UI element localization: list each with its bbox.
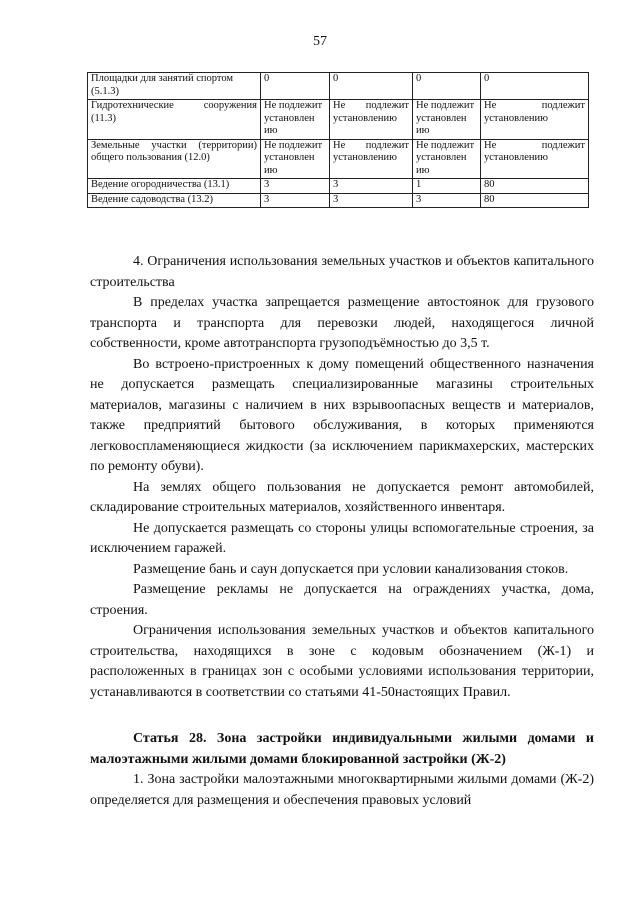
table-cell-land-use: Земельные участки (территории) общего пользования (12.0) xyxy=(88,139,261,179)
table-cell: Не подлежит установлению xyxy=(481,100,589,140)
paragraph: На землях общего пользования не допускается ремонт автомобилей, складирование строительных материалов, хозяйственного инвентаря. xyxy=(90,479,594,515)
table-row xyxy=(88,139,589,179)
table-cell: 1 xyxy=(413,179,481,194)
table-cell: 0 xyxy=(261,73,330,100)
table-cell: Не подлежит установлению xyxy=(481,139,589,179)
paragraph: Во встроено-пристроенных к дому помещений общественного назначения не допускается размещать специализированные магазины строительных материалов, магазины с наличием в них взрывоопасных веществ и материалов, также предприятий бытового обслуживания, в которых применяются легковоспламеняющиеся жидкости (за исключением парикмахерских, мастерских по ремонту обуви). xyxy=(90,356,594,474)
table-cell: Не подлежит установлению xyxy=(330,100,413,140)
table-cell: 3 xyxy=(261,193,330,208)
page-number: 57 xyxy=(313,34,327,49)
paragraph: Размещение бань и саун допускается при условии канализования стоков. xyxy=(133,561,569,577)
document-body xyxy=(90,252,594,811)
table-row xyxy=(88,73,589,100)
table-cell-land-use: Гидротехнические сооружения (11.3) xyxy=(88,100,261,140)
section-4-heading: 4. Ограничения использования земельных участков и объектов капитального строительства xyxy=(90,254,594,290)
table-cell: Не подлежит установлен ию xyxy=(261,100,330,140)
table-row xyxy=(88,100,589,140)
table-cell: 0 xyxy=(413,73,481,100)
table-cell-land-use: Площадки для занятий спортом (5.1.3) xyxy=(88,73,261,100)
table-cell: 80 xyxy=(481,179,589,194)
paragraph: 1. Зона застройки малоэтажными многоквартирными жилыми домами (Ж-2) определяется для размещения и обеспечения правовых условий xyxy=(90,772,594,808)
table-row xyxy=(88,179,589,194)
article-heading: Статья 28. Зона застройки индивидуальными жилыми домами и малоэтажными жилыми домами блокированной застройки (Ж-2) xyxy=(90,731,594,767)
table-cell: 3 xyxy=(261,179,330,194)
table-row xyxy=(88,193,589,208)
table-cell: Не подлежит установлен ию xyxy=(261,139,330,179)
table-cell: 3 xyxy=(330,193,413,208)
table-cell: 0 xyxy=(481,73,589,100)
table-cell-land-use: Ведение садоводства (13.2) xyxy=(88,193,261,208)
table-cell: 0 xyxy=(330,73,413,100)
table-cell: 80 xyxy=(481,193,589,208)
paragraph: Не допускается размещать со стороны улицы вспомогательные строения, за исключением гаражей. xyxy=(90,520,594,556)
paragraph: В пределах участка запрещается размещение автостоянок для грузового транспорта и транспорта для перевозки людей, находящегося личной собственности, кроме автотранспорта грузоподъёмностью до 3,5 т. xyxy=(90,295,594,351)
table-cell: Не подлежит установлению xyxy=(330,139,413,179)
table-cell: Не подлежит установлен ию xyxy=(413,100,481,140)
table-cell: 3 xyxy=(330,179,413,194)
land-use-parameters-table xyxy=(87,72,589,208)
table-cell: Не подлежит установлен ию xyxy=(413,139,481,179)
table-cell-land-use: Ведение огородничества (13.1) xyxy=(88,179,261,194)
table-cell: 3 xyxy=(413,193,481,208)
paragraph: Ограничения использования земельных участков и объектов капитального строительства, находящихся в зоне с кодовым обозначением (Ж-1) и расположенных в границах зон с особыми условиями использования территории, устанавливаются в соответствии со статьями 41-50настоящих Правил. xyxy=(90,623,594,700)
paragraph: Размещение рекламы не допускается на ограждениях участка, дома, строения. xyxy=(90,582,594,618)
